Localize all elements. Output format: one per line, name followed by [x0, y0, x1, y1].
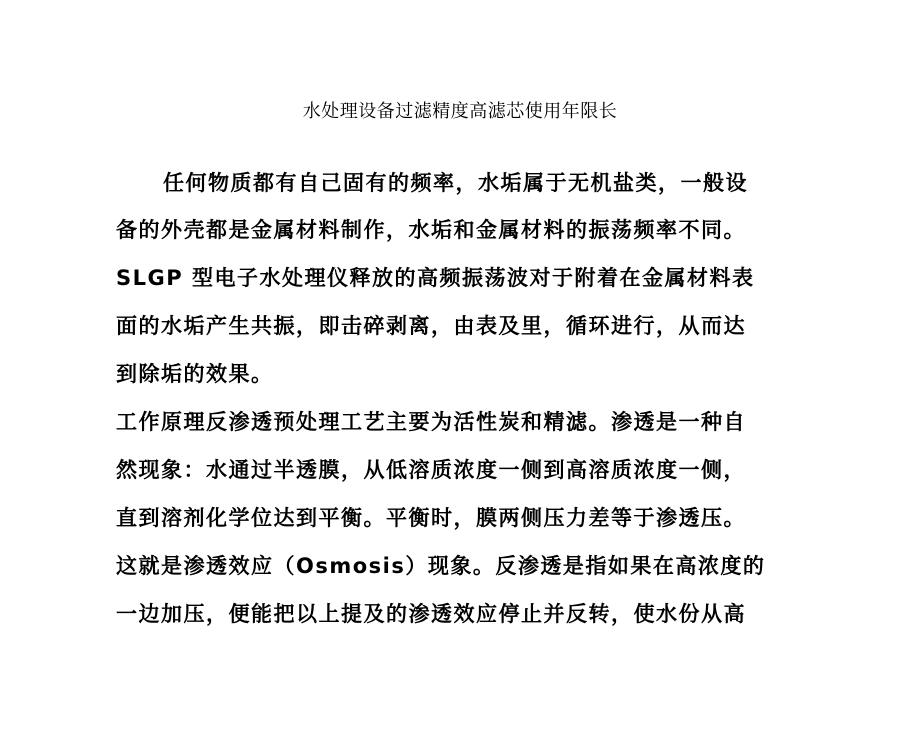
document-title: 水处理设备过滤精度高滤芯使用年限长 — [302, 101, 618, 122]
body-line: SLGP 型电子水处理仪释放的高频振荡波对于附着在金属材料表 — [116, 266, 755, 290]
body-line: 然现象：水通过半透膜，从低溶质浓度一侧到高溶质浓度一侧， — [116, 458, 746, 482]
body-line: 任何物质都有自己固有的频率，水垢属于无机盐类，一般设 — [163, 171, 748, 195]
body-line: 直到溶剂化学位达到平衡。平衡时，膜两侧压力差等于渗透压。 — [116, 506, 746, 530]
body-line: 这就是渗透效应（Osmosis）现象。反渗透是指如果在高浓度的 — [116, 554, 766, 578]
body-line: 备的外壳都是金属材料制作，水垢和金属材料的振荡频率不同。 — [116, 218, 746, 242]
body-line: 一边加压，便能把以上提及的渗透效应停止并反转，使水份从高 — [116, 602, 746, 626]
body-line: 工作原理反渗透预处理工艺主要为活性炭和精滤。渗透是一种自 — [116, 410, 746, 434]
body-line: 面的水垢产生共振，即击碎剥离，由表及里，循环进行，从而达 — [116, 314, 746, 338]
body-line: 到除垢的效果。 — [116, 362, 274, 386]
